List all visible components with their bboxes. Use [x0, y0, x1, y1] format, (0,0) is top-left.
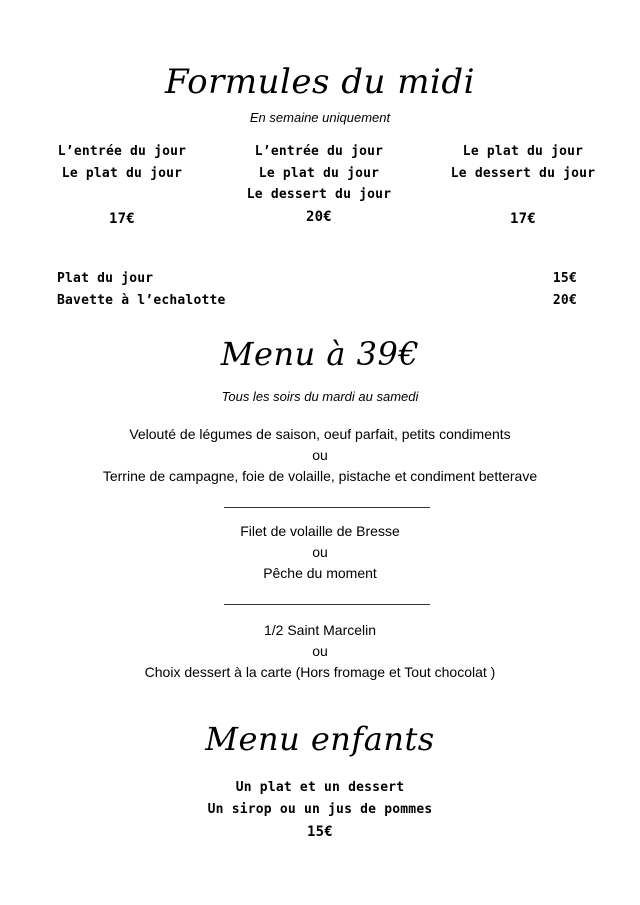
- menu39-desserts: [0, 620, 640, 683]
- or-separator: ou: [312, 643, 328, 659]
- extra-item-label: Bavette à l’echalotte: [57, 293, 226, 308]
- extra-item-price: 15€: [552, 271, 577, 286]
- enfants-item: Un sirop ou un jus de pommes: [207, 801, 433, 817]
- enfants-title: Menu enfants: [205, 720, 435, 758]
- formules-title: Formules du midi: [164, 62, 476, 102]
- divider: [224, 604, 430, 605]
- formule-item: Le dessert du jour: [246, 187, 392, 202]
- formule-item: L’entrée du jour: [254, 144, 384, 159]
- extra-item-row: [57, 290, 577, 311]
- formule-column-1: [22, 141, 222, 241]
- enfants-item: Un plat et un dessert: [235, 780, 405, 795]
- entree-option: Terrine de campagne, foie de volaille, pistache et condiment betterave: [102, 468, 538, 484]
- divider: [224, 507, 430, 508]
- entree-option: Velouté de légumes de saison, oeuf parfait, petits condiments: [129, 426, 511, 442]
- dessert-option: 1/2 Saint Marcelin: [263, 622, 377, 638]
- menu39-plats: [0, 521, 640, 584]
- formule-price: 20€: [306, 209, 332, 225]
- formule-price: 17€: [109, 211, 135, 227]
- formule-item: Le plat du jour: [61, 165, 183, 181]
- formule-item: Le dessert du jour: [450, 165, 596, 181]
- extra-item-label: Plat du jour: [57, 271, 154, 286]
- extra-item-price: 20€: [552, 293, 577, 308]
- or-separator: ou: [312, 447, 328, 463]
- menu39-entrees: [0, 424, 640, 487]
- formule-column-2: [219, 141, 419, 241]
- enfants-price: 15€: [307, 824, 333, 840]
- menu39-title: Menu à 39€: [220, 335, 420, 373]
- enfants-details: [0, 777, 640, 820]
- plat-option: Filet de volaille de Bresse: [240, 523, 400, 539]
- formule-item: L’entrée du jour: [57, 144, 187, 159]
- formule-column-3: [423, 141, 623, 241]
- formules-subtitle: En semaine uniquement: [249, 110, 391, 125]
- plat-option: Pêche du moment: [263, 565, 377, 581]
- or-separator: ou: [312, 544, 328, 560]
- formule-price: 17€: [510, 211, 536, 227]
- dessert-option: Choix dessert à la carte (Hors fromage et Tout chocolat ): [144, 664, 496, 680]
- formule-item: Le plat du jour: [462, 144, 584, 159]
- extra-item-row: [57, 268, 577, 289]
- menu39-subtitle: Tous les soirs du mardi au samedi: [221, 389, 419, 404]
- formule-item: Le plat du jour: [258, 165, 380, 181]
